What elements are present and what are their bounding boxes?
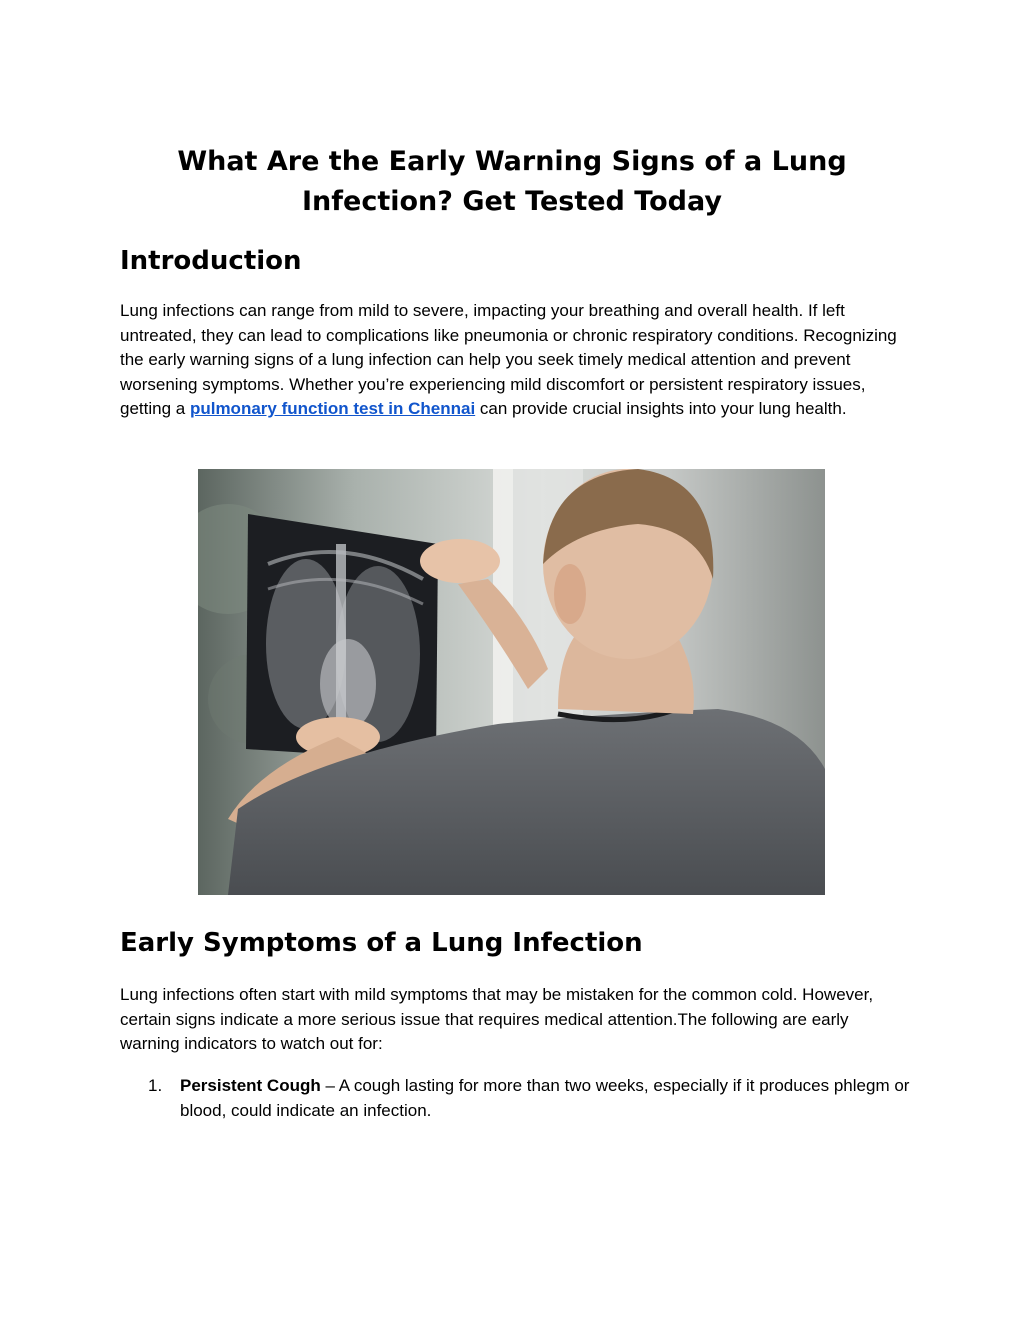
list-item (120, 1074, 910, 1123)
xray-illustration (198, 469, 825, 895)
page-title (120, 142, 904, 222)
pulmonary-test-link[interactable]: pulmonary function test in Chennai (189, 399, 476, 418)
symptoms-list (120, 1074, 910, 1123)
intro-text-end: can provide crucial insights into your lung health. (475, 399, 847, 418)
title-line-1: What Are the Early Warning Signs of a Lung (177, 146, 847, 177)
doctor-xray-photo (198, 469, 825, 895)
list-item-description: – A cough lasting for more than two weeks, especially if it produces phlegm or blood, could indicate an infection. (180, 1076, 910, 1120)
early-symptoms-heading: Early Symptoms of a Lung Infection (120, 928, 643, 958)
intro-text-start: Lung infections can range from mild to severe, impacting your breathing and overall health. If left untreated, they can lead to complications like pneumonia or chronic respiratory conditions. Recognizing the early warning signs of a lung infection can help you seek timely medical attention and prevent worsening symptoms. Whether you’re experiencing mild discomfort or persistent respiratory issues, getting a (120, 301, 897, 418)
introduction-paragraph (120, 299, 910, 422)
list-item-term: Persistent Cough (180, 1076, 321, 1095)
introduction-heading: Introduction (120, 246, 302, 276)
symptoms-paragraph: Lung infections often start with mild symptoms that may be mistaken for the common cold. However, certain signs indicate a more serious issue that requires medical attention.The following are early warning indicators to watch out for: (120, 985, 874, 1053)
list-number: 1. (148, 1076, 163, 1095)
title-line-2: Infection? Get Tested Today (302, 186, 722, 217)
